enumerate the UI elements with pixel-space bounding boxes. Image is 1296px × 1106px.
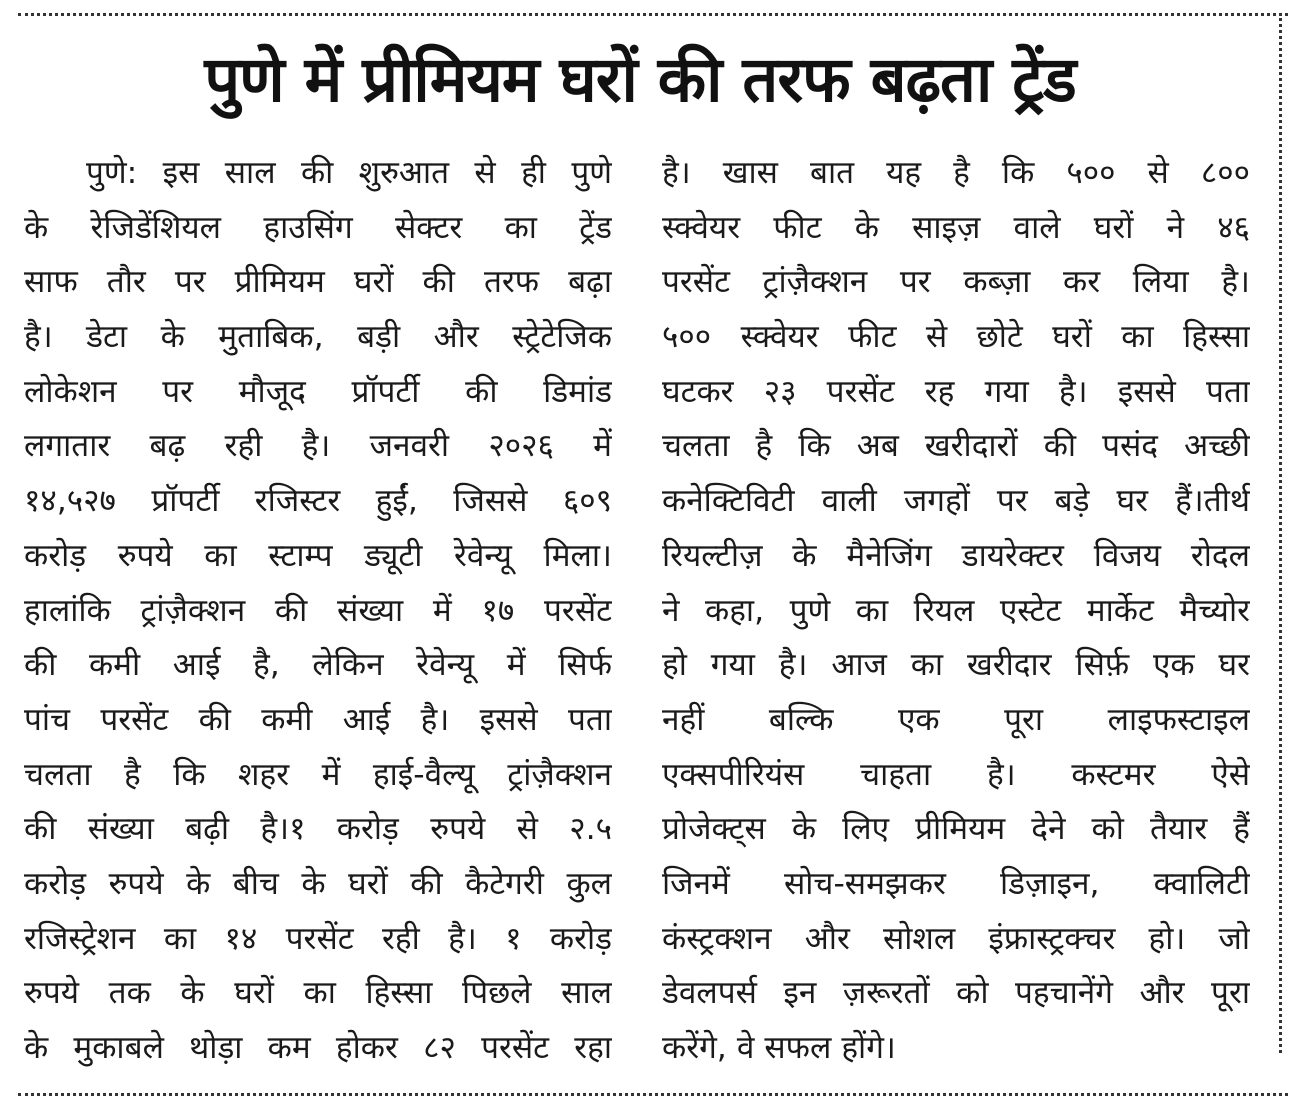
article-line: ने कहा, पुणे का रियल एस्टेट मार्केट मैच्योर	[662, 592, 1250, 629]
article-line: चलता है कि शहर में हाई-वैल्यू ट्रांज़ैक्शन	[24, 756, 612, 793]
article-line: प्रोजेक्ट्स के लिए प्रीमियम देने को तैयार हैं	[662, 811, 1250, 848]
article-line: चलता है कि अब खरीदारों की पसंद अच्छी	[662, 428, 1250, 465]
article-line: कंस्ट्रक्शन और सोशल इंफ्रास्ट्रक्चर हो। जो	[662, 920, 1250, 957]
article-line: १४,५२७ प्रॉपर्टी रजिस्टर हुईं, जिससे ६०९	[24, 483, 612, 520]
article-line: एक्सपीरियंस चाहता है। कस्टमर ऐसे	[662, 756, 1250, 793]
article-line: घटकर २३ परसेंट रह गया है। इससे पता	[662, 373, 1250, 410]
article-line: साफ तौर पर प्रीमियम घरों की तरफ बढ़ा	[24, 264, 612, 301]
article-line: कनेक्टिविटी वाली जगहों पर बड़े घर हैं।तीर्थ	[662, 483, 1250, 520]
article-line: हालांकि ट्रांज़ैक्शन की संख्या में १७ परसेंट	[24, 592, 612, 629]
article-column-right	[662, 146, 1250, 1076]
article-line: जिनमें सोच-समझकर डिज़ाइन, क्वालिटी	[662, 865, 1250, 902]
article-line: की कमी आई है, लेकिन रेवेन्यू में सिर्फ	[24, 647, 612, 684]
article-line: पांच परसेंट की कमी आई है। इससे पता	[24, 701, 612, 738]
article-line: के रेजिडेंशियल हाउसिंग सेक्टर का ट्रेंड	[24, 209, 612, 246]
dotted-border-top	[18, 13, 1288, 16]
article-line: लोकेशन पर मौजूद प्रॉपर्टी की डिमांड	[24, 373, 612, 410]
article-line: के मुकाबले थोड़ा कम होकर ८२ परसेंट रहा	[24, 1030, 612, 1066]
article-line: हो गया है। आज का खरीदार सिर्फ़ एक घर	[662, 647, 1250, 684]
article-line: डेवलपर्स इन ज़रूरतों को पहचानेंगे और पूरा	[662, 975, 1250, 1012]
article-line: है। डेटा के मुताबिक, बड़ी और स्ट्रेटेजिक	[24, 319, 612, 356]
article-headline: पुणे में प्रीमियम घरों की तरफ बढ़ता ट्रेंड	[204, 43, 1076, 116]
article-line: नहीं बल्कि एक पूरा लाइफस्टाइल	[662, 701, 1250, 738]
article-line: करेंगे, वे सफल होंगे।	[662, 1030, 896, 1066]
article-line: रियल्टीज़ के मैनेजिंग डायरेक्टर विजय रोदल	[662, 537, 1250, 574]
dotted-border-bottom	[18, 1093, 1288, 1096]
article-column-left	[24, 146, 612, 1076]
article-line: स्क्वेयर फीट के साइज़ वाले घरों ने ४६	[662, 209, 1250, 246]
article-line: ५०० स्क्वेयर फीट से छोटे घरों का हिस्सा	[662, 319, 1250, 356]
article-line: पुणे: इस साल की शुरुआत से ही पुणे	[86, 155, 612, 191]
article-line: करोड़ रुपये का स्टाम्प ड्यूटी रेवेन्यू मिला।	[24, 537, 612, 574]
article-line: रुपये तक के घरों का हिस्सा पिछले साल	[24, 975, 612, 1012]
article-line: की संख्या बढ़ी है।१ करोड़ रुपये से २.५	[24, 811, 612, 848]
dotted-border-right	[1279, 13, 1282, 1053]
article-line: करोड़ रुपये के बीच के घरों की कैटेगरी कुल	[24, 865, 612, 902]
article-line: लगातार बढ़ रही है। जनवरी २०२६ में	[24, 428, 612, 465]
article-line: रजिस्ट्रेशन का १४ परसेंट रही है। १ करोड़	[24, 920, 612, 957]
article-line: परसेंट ट्रांज़ैक्शन पर कब्ज़ा कर लिया है।	[662, 264, 1250, 301]
article-line: है। खास बात यह है कि ५०० से ८००	[662, 155, 1250, 191]
